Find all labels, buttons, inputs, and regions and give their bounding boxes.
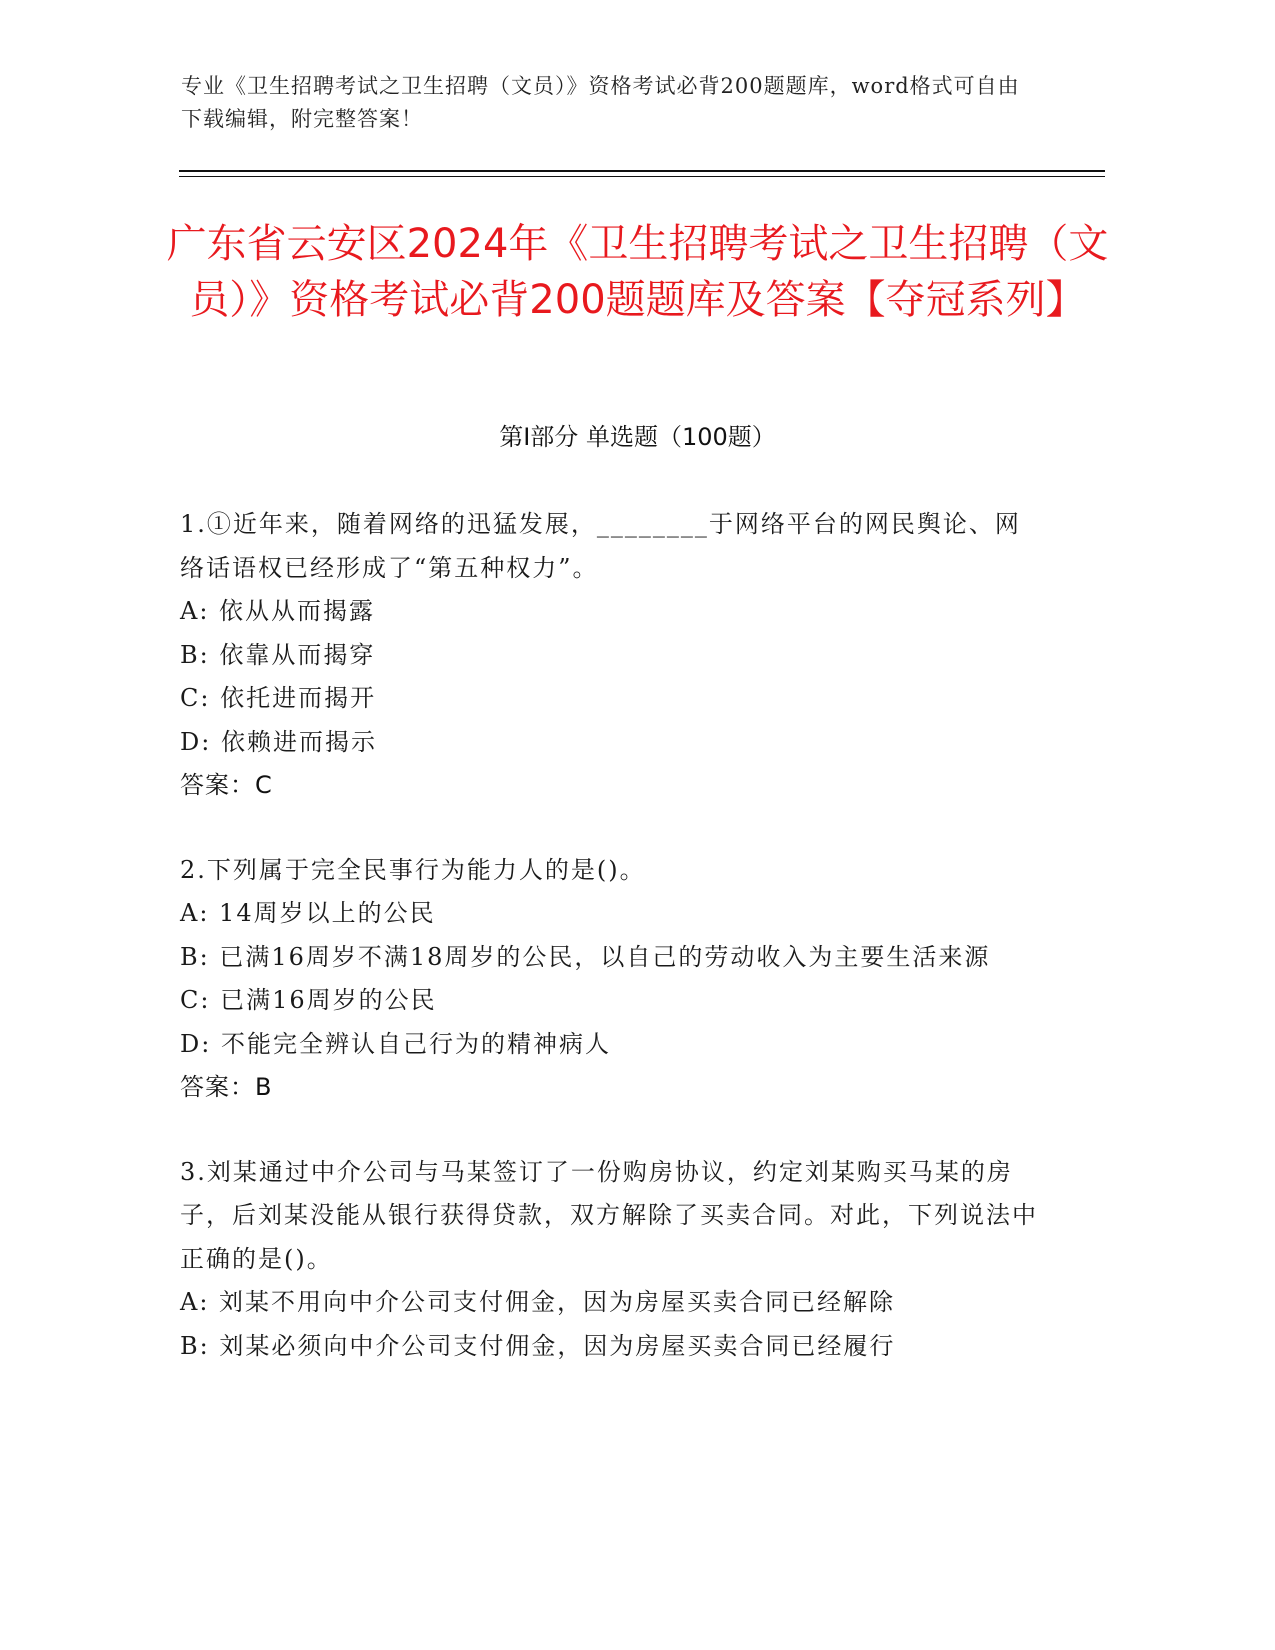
option-b: B: 已满16周岁不满18周岁的公民，以自己的劳动收入为主要生活来源 bbox=[180, 942, 991, 971]
question-list bbox=[180, 503, 1040, 1409]
question-stem: 3.刘某通过中介公司与马某签订了一份购房协议，约定刘某购买马某的房子，后刘某没能从银行获得贷款，双方解除了买卖合同。对此，下列说法中正确的是()。 bbox=[180, 1157, 1038, 1273]
answer: 答案：C bbox=[180, 771, 273, 799]
option-d: D: 依赖进而揭示 bbox=[180, 727, 377, 756]
option-a: A: 依从从而揭露 bbox=[180, 597, 376, 625]
question-stem: 1.①近年来，随着网络的迅猛发展，________于网络平台的网民舆论、网络话语权已经形成了“第五种权力”。 bbox=[180, 510, 1021, 582]
answer: 答案：B bbox=[180, 1073, 273, 1101]
option-b: B: 刘某必须向中介公司支付佣金，因为房屋买卖合同已经履行 bbox=[180, 1331, 896, 1360]
option-b: B: 依靠从而揭穿 bbox=[180, 640, 376, 669]
section-title: 第Ⅰ部分 单选题（100题） bbox=[499, 423, 776, 451]
header-rule-thin bbox=[179, 176, 1105, 177]
header-note: 专业《卫生招聘考试之卫生招聘（文员）》资格考试必背200题题库，word格式可自由下载编辑，附完整答案！ bbox=[181, 74, 1020, 131]
document-title: 广东省云安区2024年《卫生招聘考试之卫生招聘（文员）》资格考试必背200题题库及答案【夺冠系列】 bbox=[166, 221, 1109, 323]
option-a: A: 刘某不用向中介公司支付佣金，因为房屋买卖合同已经解除 bbox=[180, 1288, 896, 1316]
question-2 bbox=[180, 849, 1040, 1110]
header-rule-thick bbox=[179, 170, 1105, 172]
question-stem: 2.下列属于完全民事行为能力人的是()。 bbox=[180, 855, 646, 884]
option-a: A: 14周岁以上的公民 bbox=[180, 899, 436, 927]
option-d: D: 不能完全辨认自己行为的精神病人 bbox=[180, 1029, 611, 1058]
option-c: C: 已满16周岁的公民 bbox=[180, 986, 437, 1014]
question-3 bbox=[180, 1151, 1040, 1369]
question-1 bbox=[180, 503, 1040, 808]
option-c: C: 依托进而揭开 bbox=[180, 684, 377, 712]
